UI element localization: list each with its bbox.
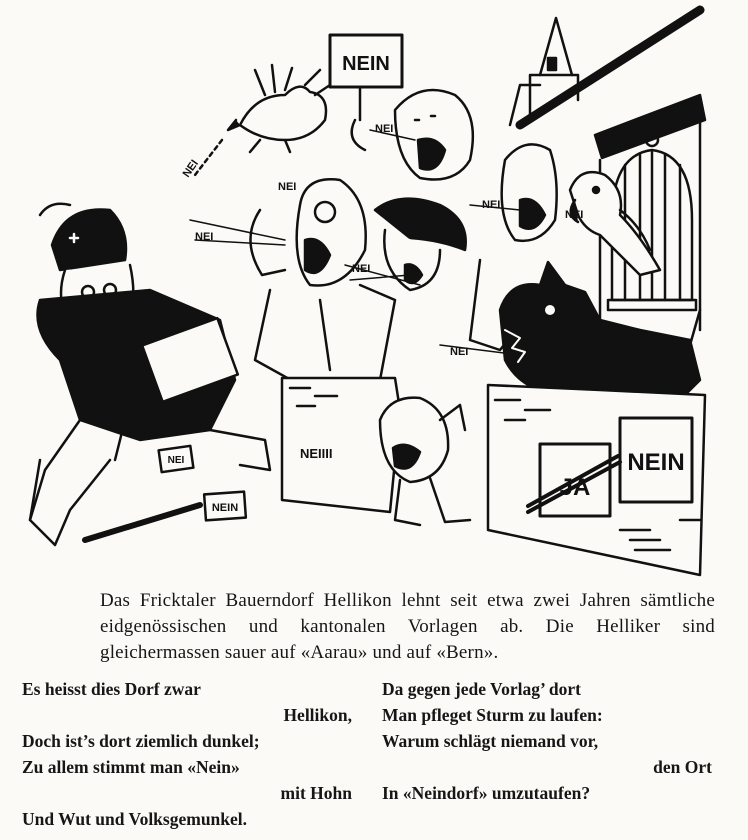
shout-text: NEI: [565, 209, 584, 221]
shout-text: NEI: [450, 346, 469, 358]
rooster-icon: [195, 65, 330, 175]
poem-line: mit Hohn: [280, 783, 352, 803]
shout-text: NEI: [482, 199, 501, 211]
shout-text: NEI: [278, 181, 297, 193]
poem-line: Warum schlägt niemand vor,: [382, 731, 599, 751]
poem-line: den Ort: [653, 757, 712, 777]
parrot-icon: [570, 172, 660, 275]
poem-line: Doch ist’s dort ziemlich dunkel;: [22, 731, 260, 751]
poem-line: Zu allem stimmt man «Nein»: [22, 757, 240, 777]
wall-scrawl-text: NEIIII: [300, 446, 333, 461]
poem-left-column: [22, 676, 352, 832]
poem-right-column: [382, 676, 712, 806]
poem-line: Man pfleget Sturm zu laufen:: [382, 705, 603, 725]
poem-line: Und Wut und Volksgemunkel.: [22, 809, 248, 829]
shout-text: NEI: [195, 231, 214, 243]
dropped-paper-text: NEIN: [211, 502, 239, 514]
crying-child: [380, 398, 470, 525]
poem-line: Es heisst dies Dorf zwar: [22, 679, 201, 699]
cartoon-caption: Das Fricktaler Bauerndorf Hellikon lehnt seit etwa zwei Jahren sämtliche eidgenössischen und kantonalen Vorlagen ab. Die Helliker sind gleichermassen sauer auf «Aarau» und auf «Bern».: [100, 590, 715, 663]
poem-line: Hellikon,: [283, 705, 352, 725]
crossed-sign-text: JA: [559, 474, 591, 501]
shout-text: NEI: [352, 263, 371, 275]
shout-text: NEI: [180, 157, 201, 180]
held-sign-text: NEIN: [342, 53, 390, 75]
wall-sign-text: NEIN: [627, 449, 685, 476]
poem-line: In «Neindorf» umzutaufen?: [382, 783, 591, 803]
poem-line: Da gegen jede Vorlag’ dort: [382, 679, 581, 699]
pocket-paper-text: NEI: [167, 455, 185, 466]
shout-text: NEI: [375, 123, 394, 135]
